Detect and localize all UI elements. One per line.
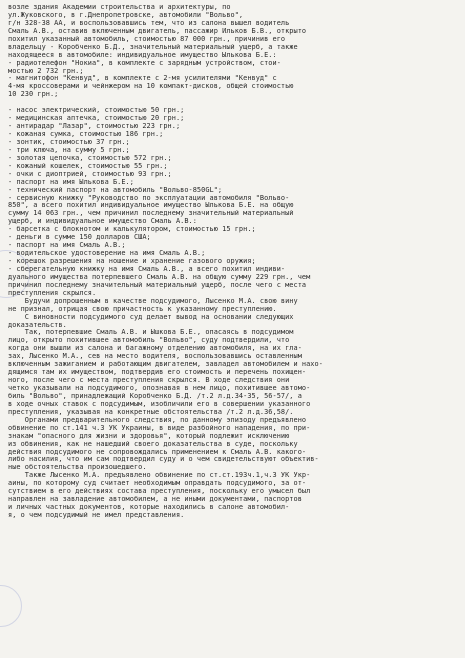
document-text-line: находящееся в автомобиле: индивидуальное имущество Ылькова Б.Е.: (8, 51, 277, 59)
document-text-line: действия подсудимого не сопровождались применением к Смаль А.В. какого- (8, 448, 307, 456)
document-text-line: знакам "опасного для жизни и здоровья", который подлежит исключению (8, 432, 290, 440)
document-text-line: - водительское удостоверение на имя Смаль А.В.; (8, 250, 206, 258)
document-text-line: Органами предварительного следствия, по данному эпизоду предъявлено (8, 416, 307, 424)
document-text-line: лицо, открыто похитившее автомобиль "Вольво", суду подтвердили, что (8, 337, 290, 345)
document-text-line: причинил последнему значительный материальный ущерб, после чего с места (8, 281, 307, 289)
document-text-line: - корешок разрешения на ношение и хранение газового оружия; (8, 258, 256, 265)
document-text-line: включенным зажиганием и работающим двигателем, завладел автомобилем и нахо- (8, 361, 323, 369)
document-text-line: ные обстоятельства произошедшего. (8, 464, 147, 472)
document-text-line: - сберегательную книжку на имя Смаль А.В., а всего похитил индиви- (8, 265, 286, 273)
document-text-line: мостью 2 732 грн.; (8, 67, 84, 75)
document-text-line: Будучи допрошенным в качестве подсудимого, Лысенко М.А. свою вину (8, 297, 298, 305)
document-text-line: когда они вышли из салона и багажному отделению автомобиля, на их гла- (8, 345, 302, 353)
document-text-line: сутствием в его действиях состава преступления, поскольку его умысел был (8, 488, 311, 496)
document-text-line: не признал, отрицая свою причастность к указанному преступлению. (8, 305, 277, 313)
document-text-line: Смаль А.В., оставив включенным двигатель, пассажир Ильков Б.В., открыто (8, 27, 307, 35)
document-text-line: аины, по которому суд считает необходимым оправдать подсудимого, за от- (8, 480, 307, 488)
document-text-line: дуального имущества потерпевшего Смаль А.В. на общую сумму 229 грн., чем (8, 273, 311, 281)
document-text-line: - радиотелефон "Нокиа", в комплекте с зарядным устройством, стои- (8, 59, 281, 67)
document-text-line: 850", а всего похитил индивидуальное имущество Ылькова Б.Е. на общую (8, 202, 294, 210)
document-text-line: я, о чем подсудимый не имел представления. (8, 512, 185, 519)
faint-stamp-mark (0, 585, 22, 627)
document-text-line: - паспорт на имя Ылькова Б.Е.; (8, 178, 134, 186)
document-text-line: 10 230 грн.; (8, 91, 59, 99)
document-text-line: Так, потерпевшие Смаль А.В. и Ышкова Б.Е., опасаясь в подсудимом (8, 329, 294, 337)
document-text-line: из обвинения, как не нашедший своего доказательства в суде, поскольку (8, 440, 298, 448)
document-text-line: - кожаная сумка, стоимостью 186 грн.; (8, 131, 164, 138)
document-text-line (8, 99, 459, 107)
document-text-line: дящимся там их имуществом, подтвердив его стоимость и перечень похищен- (8, 369, 307, 377)
document-text-line: - зонтик, стоимостью 37 грн.; (8, 138, 130, 146)
document-text-line: ущерб, и индивидуальное имущество Смаль А.В.: (8, 218, 197, 226)
document-text-line: С виновности подсудимого суд делает вывод на основании следующих (8, 313, 294, 321)
document-text-line: - очки с диоптрией, стоимостью 93 грн.; (8, 170, 172, 178)
document-text-line: г/н 328-38 АА, и воспользовавшись тем, что из салона вышел водитель (8, 19, 290, 27)
document-text-line: Также Лысенко М.А. предъявлено обвинение по ст.ст.193ч.1,ч.3 УК Укр- (8, 472, 311, 480)
document-text-line: владельцу - Коробченко Б.Д., значительный материальный ущерб, а также (8, 43, 298, 51)
document-text-line: - медицинская аптечка, стоимостью 20 грн.; (8, 115, 185, 123)
document-text-line: возле здания Академии строительства и архитектуры, по (8, 4, 231, 11)
document-text-line: преступления скрылся. (8, 289, 97, 297)
document-text-line: - технический паспорт на автомобиль "Вольво-850GL"; (8, 186, 223, 194)
document-text-line: в ходе очных ставок с подсудимым, изобличили его в совершении указанного (8, 400, 311, 408)
document-text-line: - деньги в сумме 150 долларов США; (8, 234, 151, 242)
document-text-line: биль "Вольво", принадлежащий Коробченко Б.Д. /т.2 л.д.34-35, 56-57/, а (8, 392, 302, 400)
document-text-line: четко указывали на подсудимого, опознавая в нем лицо, похитившее автомо- (8, 385, 311, 392)
document-text-line: ного, после чего с места преступления скрылся. В ходе следствия они (8, 377, 290, 385)
document-text-line: либо насилия, что им сам подтвердил суду и о чем свидетельствуют объектив- (8, 456, 319, 464)
document-text-line: сумму 14 063 грн., чем причинил последнему значительный материальный (8, 210, 294, 218)
document-text-line: - кожаный кошелек, стоимостью 55 грн.; (8, 162, 168, 170)
document-text-line: - магнитофон "Кенвуд", в комплекте с 2-мя усилителями "Кенвуд" с (8, 75, 277, 83)
document-text-line: 4-мя кроссоверами и чейнжером на 10 компакт-дисков, общей стоимостью (8, 83, 294, 91)
document-text-line: - антирадар "Лазар", стоимостью 223 грн.; (8, 123, 181, 131)
document-text-line: - барсетка с блокнотом и калькулятором, стоимостью 15 грн.; (8, 226, 256, 234)
document-text-line: - паспорт на имя Смаль А.В.; (8, 242, 126, 250)
document-text-line: направлен на завладение автомобилем, а не иными документами, паспортов (8, 496, 302, 504)
document-text-line: преступления, указывая на конкретные обстоятельства /т.2 л.д.36,58/. (8, 408, 294, 416)
document-text-line: зах, Лысенко М.А., сев на место водителя, воспользовавшись оставленным (8, 353, 302, 361)
document-text-line: доказательств. (8, 321, 67, 329)
document-text-line: обвинение по ст.141 ч.3 УК Украины, в виде разбойного нападения, по при- (8, 424, 311, 432)
document-text-line: - золотая цепочка, стоимостью 572 грн.; (8, 154, 172, 162)
document-text-line: ул.Жуковского, в г.Днепропетровске, автомобили "Вольво", (8, 11, 244, 19)
document-text-line: похитил указанный автомобиль, стоимостью 87 000 грн., причинив его (8, 35, 286, 43)
document-text-line: - три ключа, на сумму 5 грн.; (8, 146, 130, 154)
document-text-line: - насос электрический, стоимостью 50 грн.; (8, 107, 185, 115)
document-text-line: и личных частных документов, которые находились в салоне автомобил- (8, 504, 290, 512)
document-body (8, 4, 459, 520)
document-text-line: - сервисную книжку "Руководство по эксплуатации автомобиля "Вольво- (8, 194, 290, 202)
